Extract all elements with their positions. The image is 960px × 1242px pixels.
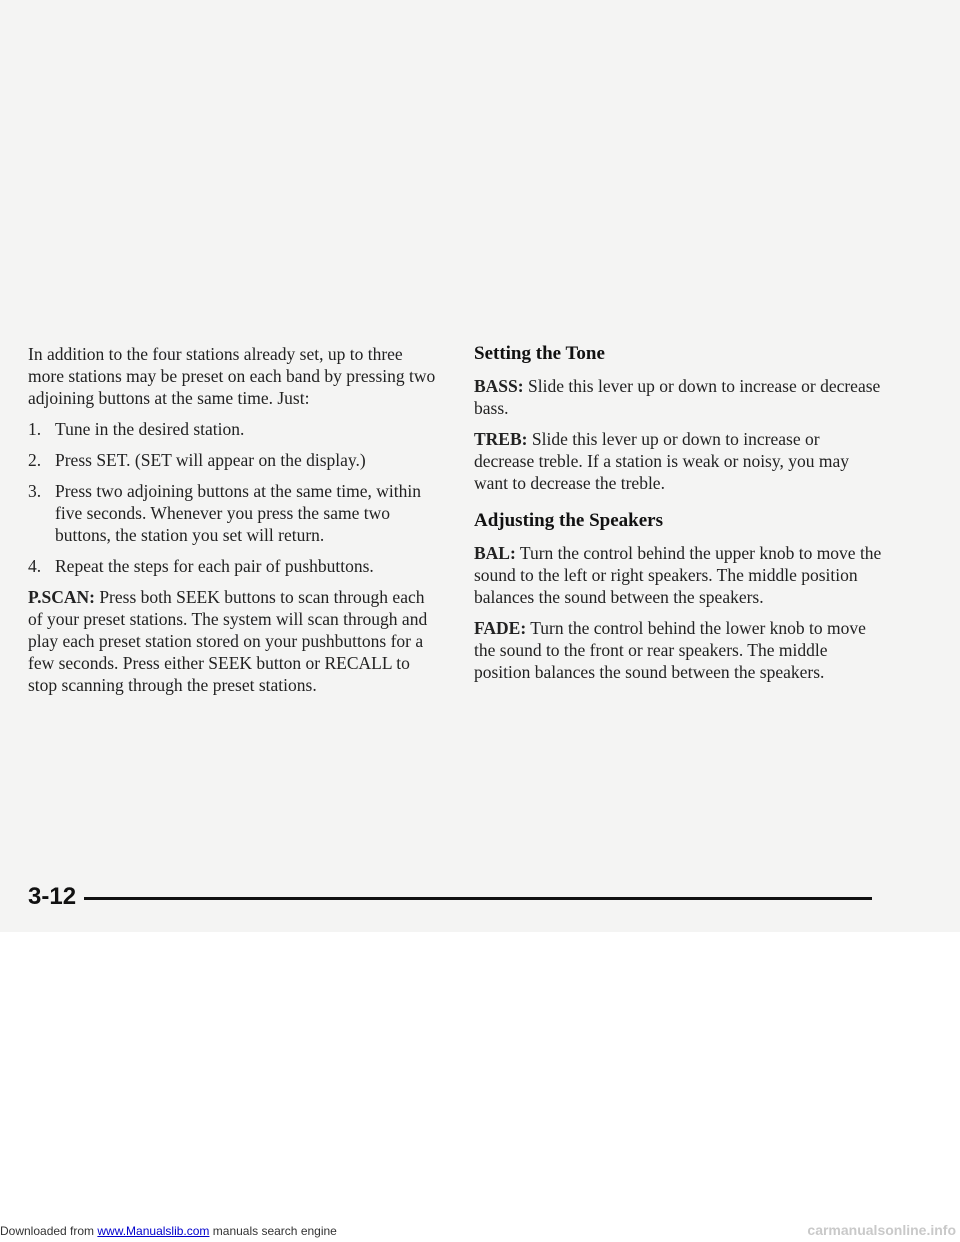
bass-text: Slide this lever up or down to increase or decrease bass. xyxy=(474,376,881,418)
treb-text: Slide this lever up or down to increase or decrease treble. If a station is weak or noisy, you may want to decrease the treble. xyxy=(474,429,849,493)
step-text: Press SET. (SET will appear on the display.) xyxy=(55,450,366,470)
fade-label: FADE: xyxy=(474,618,527,638)
download-notice xyxy=(0,1224,337,1238)
fade-paragraph xyxy=(474,617,884,683)
manualslib-link[interactable]: www.Manualslib.com xyxy=(97,1224,210,1238)
step-item xyxy=(28,555,443,577)
intro-paragraph: In addition to the four stations already set, up to three more stations may be preset on each band by pressing two adjoining buttons at the same time. Just: xyxy=(28,344,436,408)
step-number: 4. xyxy=(28,556,42,576)
tone-heading: Setting the Tone xyxy=(474,343,605,364)
step-text: Repeat the steps for each pair of pushbuttons. xyxy=(55,556,374,576)
bal-label: BAL: xyxy=(474,543,516,563)
site-watermark: carmanualsonline.info xyxy=(807,1222,956,1238)
step-item xyxy=(28,480,443,546)
step-number: 3. xyxy=(28,481,42,501)
pscan-label: P.SCAN: xyxy=(28,587,95,607)
step-text: Press two adjoining buttons at the same time, within five seconds. Whenever you press the same two buttons, the station you set will return. xyxy=(55,481,422,545)
download-suffix: manuals search engine xyxy=(209,1224,337,1238)
bass-label: BASS: xyxy=(474,376,524,396)
preset-steps-list xyxy=(28,418,443,577)
download-prefix: Downloaded from xyxy=(0,1224,98,1238)
pscan-text: Press both SEEK buttons to scan through each of your preset stations. The system will scan through and play each preset station stored on your pushbuttons for a few seconds. Press either SEEK button or RECALL to stop scanning through the preset stations. xyxy=(28,587,428,695)
bass-paragraph xyxy=(474,375,884,419)
speakers-heading: Adjusting the Speakers xyxy=(474,510,663,531)
page-number: 3-12 xyxy=(28,883,77,910)
pscan-paragraph xyxy=(28,586,443,696)
step-text: Tune in the desired station. xyxy=(55,419,245,439)
footer-rule xyxy=(84,897,872,900)
treb-label: TREB: xyxy=(474,429,528,449)
step-number: 1. xyxy=(28,419,42,439)
fade-text: Turn the control behind the lower knob to move the sound to the front or rear speakers. The middle position balances the sound between the speakers. xyxy=(474,618,866,682)
bal-text: Turn the control behind the upper knob to move the sound to the left or right speakers. The middle position balances the sound between the speakers. xyxy=(474,543,882,607)
right-column xyxy=(474,343,884,692)
step-item xyxy=(28,418,443,440)
step-number: 2. xyxy=(28,450,42,470)
left-column xyxy=(28,343,443,705)
bal-paragraph xyxy=(474,542,884,608)
treb-paragraph xyxy=(474,428,884,494)
step-item xyxy=(28,449,443,471)
